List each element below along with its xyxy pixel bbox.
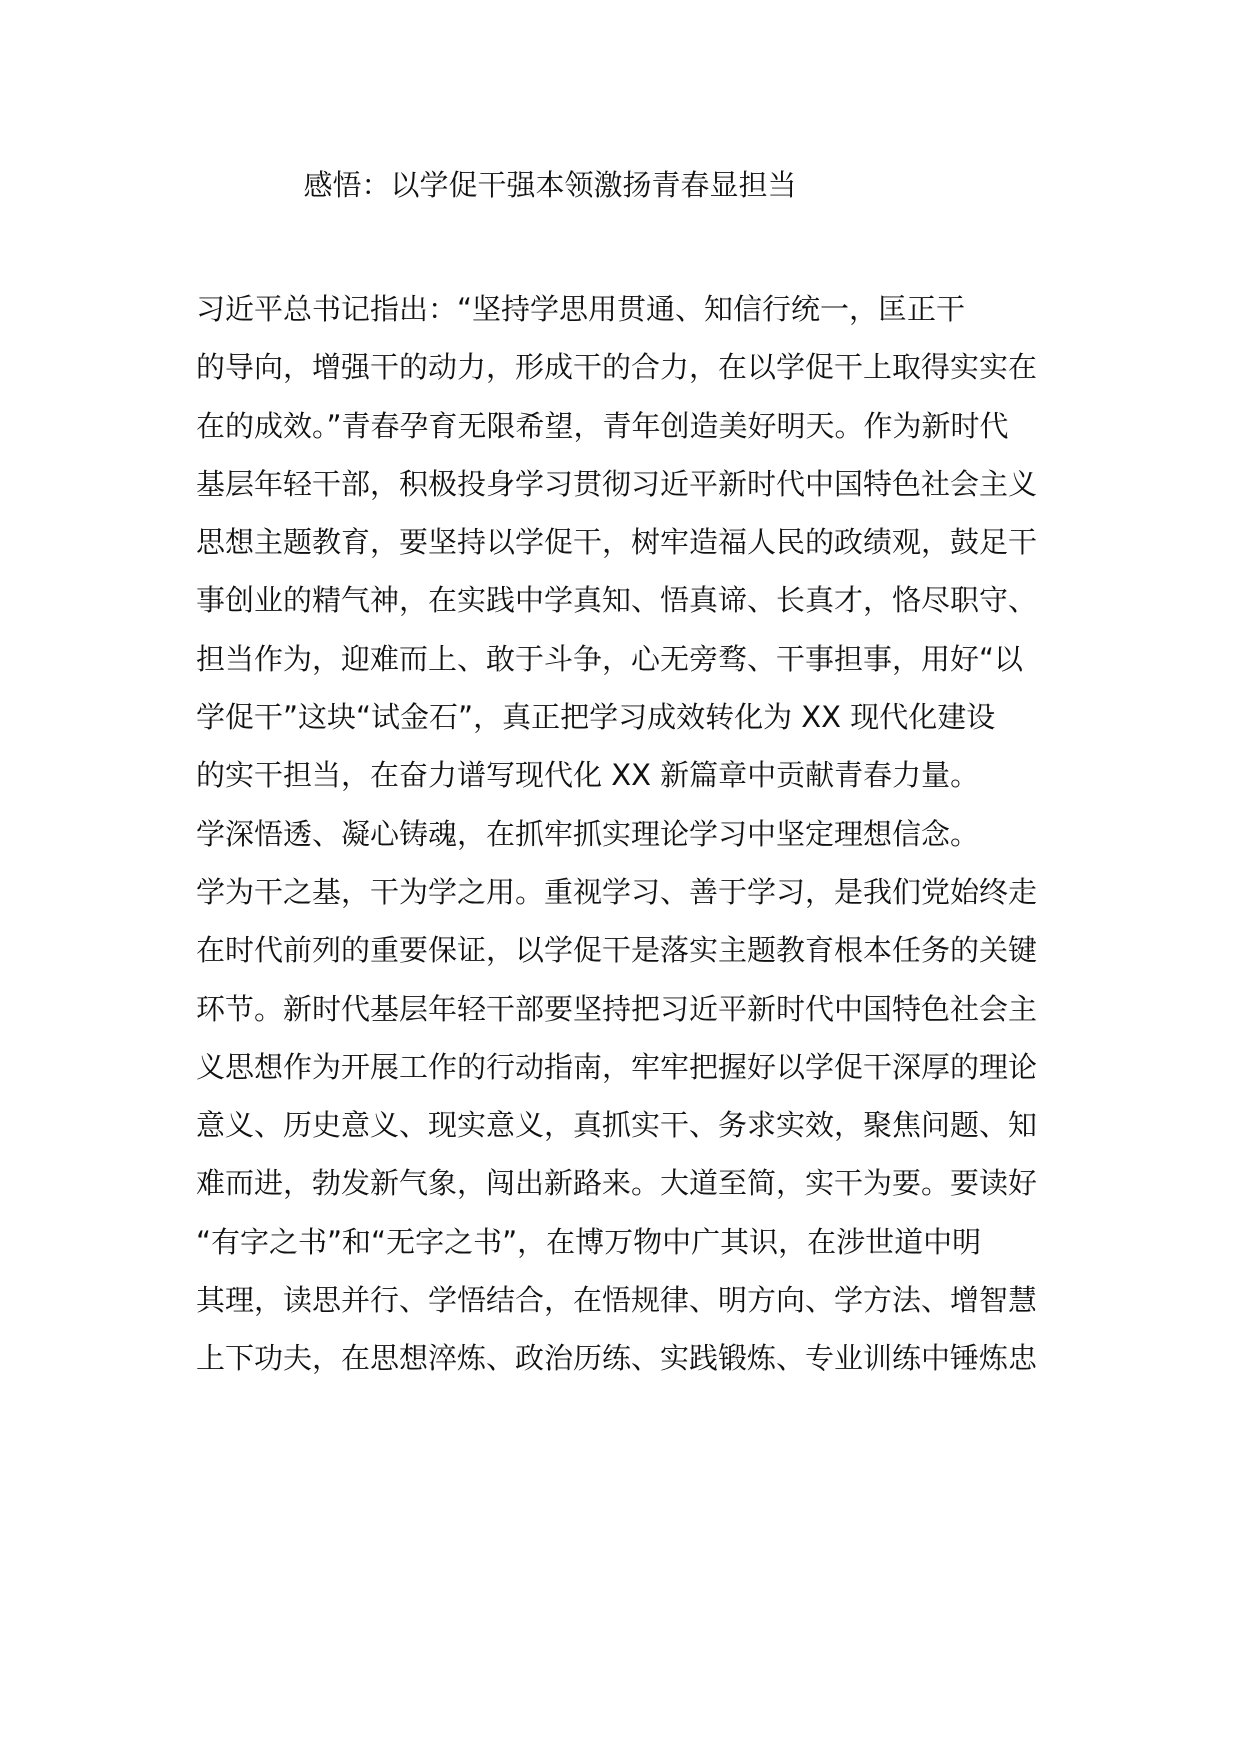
paragraph-line: 意义、历史意义、现实意义，真抓实干、务求实效，聚焦问题、知 <box>196 1108 1038 1143</box>
paragraph-line: 义思想作为开展工作的行动指南，牢牢把握好以学促干深厚的理论 <box>196 1049 1038 1084</box>
paragraph-line: 的实干担当，在奋力谱写现代化 XX 新篇章中贡献青春力量。 <box>196 758 980 793</box>
paragraph-line: 担当作为，迎难而上、敢于斗争，心无旁骛、干事担事，用好“以 <box>196 641 1024 676</box>
paragraph-line: 学深悟透、凝心铸魂，在抓牢抓实理论学习中坚定理想信念。 <box>196 816 980 851</box>
paragraph-line: 学促干”这块“试金石”，真正把学习成效转化为 XX 现代化建设 <box>196 700 996 735</box>
paragraph-line: 事创业的精气神，在实践中学真知、悟真谛、长真才，恪尽职守、 <box>196 583 1038 618</box>
paragraph-line: 的导向，增强干的动力，形成干的合力，在以学促干上取得实实在 <box>196 350 1038 385</box>
paragraph-line: 在时代前列的重要保证，以学促干是落实主题教育根本任务的关键 <box>196 933 1038 968</box>
paragraph-line: 在的成效。”青春孕育无限希望，青年创造美好明天。作为新时代 <box>196 408 1009 443</box>
paragraph-line: 难而进，勃发新气象，闯出新路来。大道至简，实干为要。要读好 <box>196 1166 1038 1201</box>
paragraph-line: 基层年轻干部，积极投身学习贯彻习近平新时代中国特色社会主义 <box>196 466 1038 501</box>
paragraph-line: 习近平总书记指出：“坚持学思用贯通、知信行统一，匡正干 <box>196 292 966 326</box>
paragraph-line: 上下功夫，在思想淬炼、政治历练、实践锻炼、专业训练中锤炼忠 <box>196 1341 1038 1376</box>
paragraph-line: 其理，读思并行、学悟结合，在悟规律、明方向、学方法、增智慧 <box>196 1283 1038 1318</box>
document-body <box>138 280 1038 1388</box>
paragraph-line: 思想主题教育，要坚持以学促干，树牢造福人民的政绩观，鼓足干 <box>196 525 1038 560</box>
paragraph-2 <box>138 805 1038 1388</box>
document-title: 感悟：以学促干强本领激扬青春显担当 <box>303 168 797 202</box>
paragraph-line: 学为干之基，干为学之用。重视学习、善于学习，是我们党始终走 <box>196 874 1038 909</box>
paragraph-1 <box>138 280 1038 805</box>
paragraph-line: “有字之书”和“无字之书”，在博万物中广其识，在涉世道中明 <box>196 1224 982 1259</box>
paragraph-line: 环节。新时代基层年轻干部要坚持把习近平新时代中国特色社会主 <box>196 991 1038 1026</box>
